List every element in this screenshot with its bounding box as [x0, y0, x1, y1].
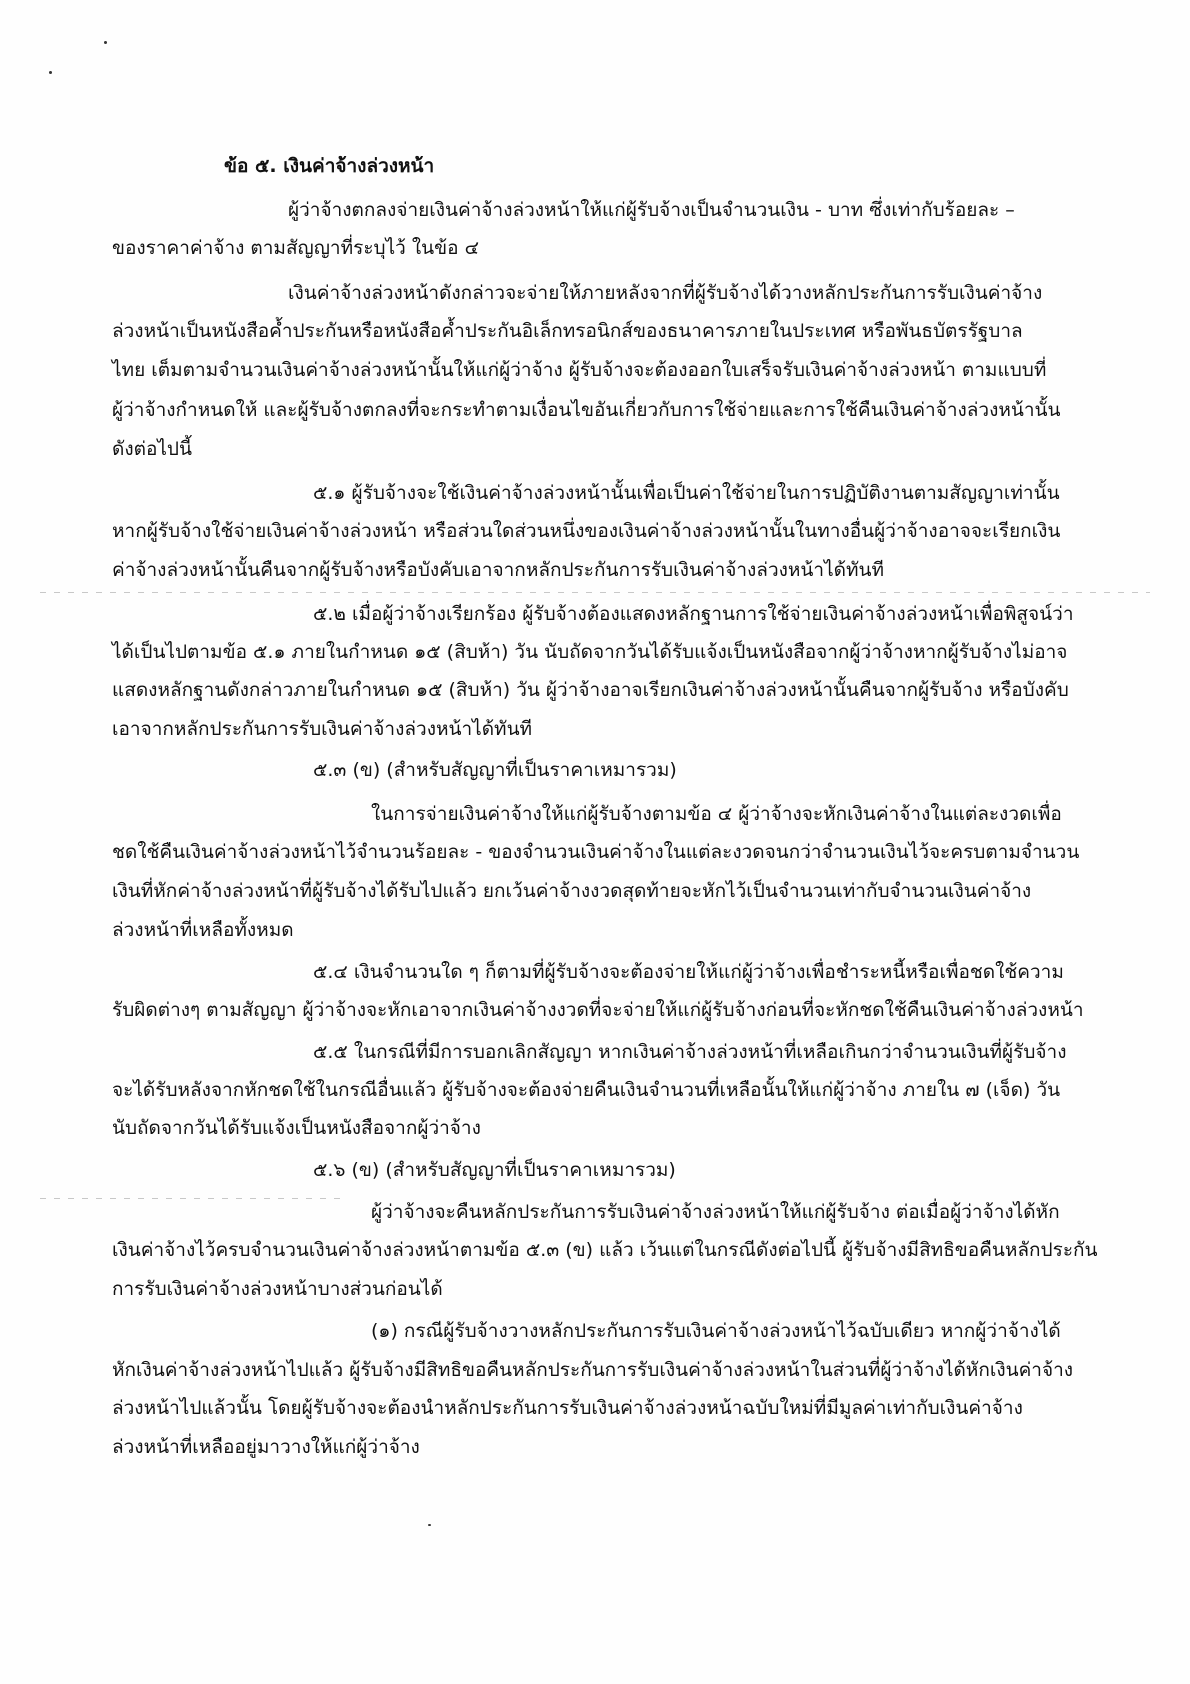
- paragraph-line: ล่วงหน้าไปแล้วนั้น โดยผู้รับจ้างจะต้องนำหลักประกันการรับเงินค่าจ้างล่วงหน้าฉบับใหม่ที่มีมูลค่าเท่ากับเงินค่าจ้าง: [112, 1397, 1023, 1419]
- paragraph-line: จะได้รับหลังจากหักชดใช้ในกรณีอื่นแล้ว ผู้รับจ้างจะต้องจ่ายคืนเงินจำนวนที่เหลือนั้นให้แก่ผู้ว่าจ้าง ภายใน ๗ (เจ็ด) วัน: [112, 1079, 1061, 1101]
- clause-5-6: ๕.๖ (ข) (สำหรับสัญญาที่เป็นราคาเหมารวม): [313, 1159, 676, 1181]
- section-heading: ข้อ ๕. เงินค่าจ้างล่วงหน้า: [224, 155, 435, 177]
- paragraph-line: ไทย เต็มตามจำนวนเงินค่าจ้างล่วงหน้านั้นให้แก่ผู้ว่าจ้าง ผู้รับจ้างจะต้องออกใบเสร็จรับเงินค่าจ้างล่วงหน้า ตามแบบที่: [112, 359, 1047, 381]
- paragraph-line: ค่าจ้างล่วงหน้านั้นคืนจากผู้รับจ้างหรือบังคับเอาจากหลักประกันการรับเงินค่าจ้างล่วงหน้าได้ทันที: [112, 559, 885, 581]
- paragraph-line: ผู้ว่าจ้างจะคืนหลักประกันการรับเงินค่าจ้างล่วงหน้าให้แก่ผู้รับจ้าง ต่อเมื่อผู้ว่าจ้างได้หัก: [371, 1201, 1060, 1223]
- sub-clause-1: (๑) กรณีผู้รับจ้างวางหลักประกันการรับเงินค่าจ้างล่วงหน้าไว้ฉบับเดียว หากผู้ว่าจ้างได้: [371, 1320, 1061, 1342]
- paragraph-line: นับถัดจากวันได้รับแจ้งเป็นหนังสือจากผู้ว่าจ้าง: [112, 1117, 481, 1139]
- scan-speck: [428, 1524, 431, 1526]
- paragraph-line: ล่วงหน้าที่เหลือทั้งหมด: [112, 919, 294, 941]
- paragraph-line: ได้เป็นไปตามข้อ ๕.๑ ภายในกำหนด ๑๕ (สิบห้า) วัน นับถัดจากวันได้รับแจ้งเป็นหนังสือจากผู้ว่าจ้างหากผู้รับจ้างไม่อาจ: [112, 641, 1068, 663]
- paragraph-line: ชดใช้คืนเงินค่าจ้างล่วงหน้าไว้จำนวนร้อยละ - ของจำนวนเงินค่าจ้างในแต่ละงวดจนกว่าจำนวนเงินไว้จะครบตามจำนวน: [112, 841, 1080, 863]
- clause-5-4: ๕.๔ เงินจำนวนใด ๆ ก็ตามที่ผู้รับจ้างจะต้องจ่ายให้แก่ผู้ว่าจ้างเพื่อชำระหนี้หรือเพื่อชดใช้ความ: [313, 961, 1064, 983]
- paragraph-line: เงินค่าจ้างไว้ครบจำนวนเงินค่าจ้างล่วงหน้าตามข้อ ๕.๓ (ข) แล้ว เว้นแต่ในกรณีดังต่อไปนี้ ผู้รับจ้างมีสิทธิขอคืนหลักประกัน: [112, 1239, 1098, 1261]
- scan-speck: [104, 41, 107, 44]
- paragraph-line: เงินค่าจ้างล่วงหน้าดังกล่าวจะจ่ายให้ภายหลังจากที่ผู้รับจ้างได้วางหลักประกันการรับเงินค่าจ้าง: [288, 282, 1043, 304]
- clause-5-5: ๕.๕ ในกรณีที่มีการบอกเลิกสัญญา หากเงินค่าจ้างล่วงหน้าที่เหลือเกินกว่าจำนวนเงินที่ผู้รับจ้าง: [313, 1041, 1067, 1063]
- paragraph-line: ล่วงหน้าที่เหลืออยู่มาวางให้แก่ผู้ว่าจ้าง: [112, 1436, 420, 1458]
- clause-5-2: ๕.๒ เมื่อผู้ว่าจ้างเรียกร้อง ผู้รับจ้างต้องแสดงหลักฐานการใช้จ่ายเงินค่าจ้างล่วงหน้าเพื่อพิสูจน์ว่า: [313, 603, 1074, 625]
- clause-5-1: ๕.๑ ผู้รับจ้างจะใช้เงินค่าจ้างล่วงหน้านั้นเพื่อเป็นค่าใช้จ่ายในการปฏิบัติงานตามสัญญาเท่านั้น: [313, 482, 1060, 504]
- paragraph-line: รับผิดต่างๆ ตามสัญญา ผู้ว่าจ้างจะหักเอาจากเงินค่าจ้างงวดที่จะจ่ายให้แก่ผู้รับจ้างก่อนที่จะหักชดใช้คืนเงินค่าจ้างล่วงหน้า: [112, 999, 1084, 1021]
- paragraph-line: ดังต่อไปนี้: [112, 438, 192, 460]
- paragraph-line: ผู้ว่าจ้างตกลงจ่ายเงินค่าจ้างล่วงหน้าให้แก่ผู้รับจ้างเป็นจำนวนเงิน - บาท ซึ่งเท่ากับร้อยละ –: [288, 199, 1015, 221]
- paragraph-line: ผู้ว่าจ้างกำหนดให้ และผู้รับจ้างตกลงที่จะกระทำตามเงื่อนไขอันเกี่ยวกับการใช้จ่ายและการใช้คืนเงินค่าจ้างล่วงหน้านั้น: [112, 399, 1061, 421]
- scan-artifact-line: [40, 1198, 340, 1199]
- paragraph-line: การรับเงินค่าจ้างล่วงหน้าบางส่วนก่อนได้: [112, 1278, 443, 1300]
- paragraph-line: เอาจากหลักประกันการรับเงินค่าจ้างล่วงหน้าได้ทันที: [112, 718, 533, 740]
- paragraph-line: หากผู้รับจ้างใช้จ่ายเงินค่าจ้างล่วงหน้า หรือส่วนใดส่วนหนึ่งของเงินค่าจ้างล่วงหน้านั้นในทางอื่นผู้ว่าจ้างอาจจะเรียกเงิน: [112, 520, 1061, 542]
- scan-artifact-line: [40, 592, 1150, 593]
- paragraph-line: หักเงินค่าจ้างล่วงหน้าไปแล้ว ผู้รับจ้างมีสิทธิขอคืนหลักประกันการรับเงินค่าจ้างล่วงหน้าในส่วนที่ผู้ว่าจ้างได้หักเงินค่าจ้าง: [112, 1359, 1074, 1381]
- paragraph-line: แสดงหลักฐานดังกล่าวภายในกำหนด ๑๕ (สิบห้า) วัน ผู้ว่าจ้างอาจเรียกเงินค่าจ้างล่วงหน้านั้นคืนจากผู้รับจ้าง หรือบังคับ: [112, 679, 1069, 701]
- paragraph-line: เงินที่หักค่าจ้างล่วงหน้าที่ผู้รับจ้างได้รับไปแล้ว ยกเว้นค่าจ้างงวดสุดท้ายจะหักไว้เป็นจำนวนเท่ากับจำนวนเงินค่าจ้าง: [112, 880, 1032, 902]
- clause-5-3: ๕.๓ (ข) (สำหรับสัญญาที่เป็นราคาเหมารวม): [313, 759, 677, 781]
- paragraph-line: ของราคาค่าจ้าง ตามสัญญาที่ระบุไว้ ในข้อ ๔: [112, 237, 479, 259]
- paragraph-line: ล่วงหน้าเป็นหนังสือค้ำประกันหรือหนังสือค้ำประกันอิเล็กทรอนิกส์ของธนาคารภายในประเทศ หรือพันธบัตรรัฐบาล: [112, 320, 1023, 342]
- paragraph-line: ในการจ่ายเงินค่าจ้างให้แก่ผู้รับจ้างตามข้อ ๔ ผู้ว่าจ้างจะหักเงินค่าจ้างในแต่ละงวดเพื่อ: [371, 803, 1062, 825]
- scan-speck: [49, 71, 52, 74]
